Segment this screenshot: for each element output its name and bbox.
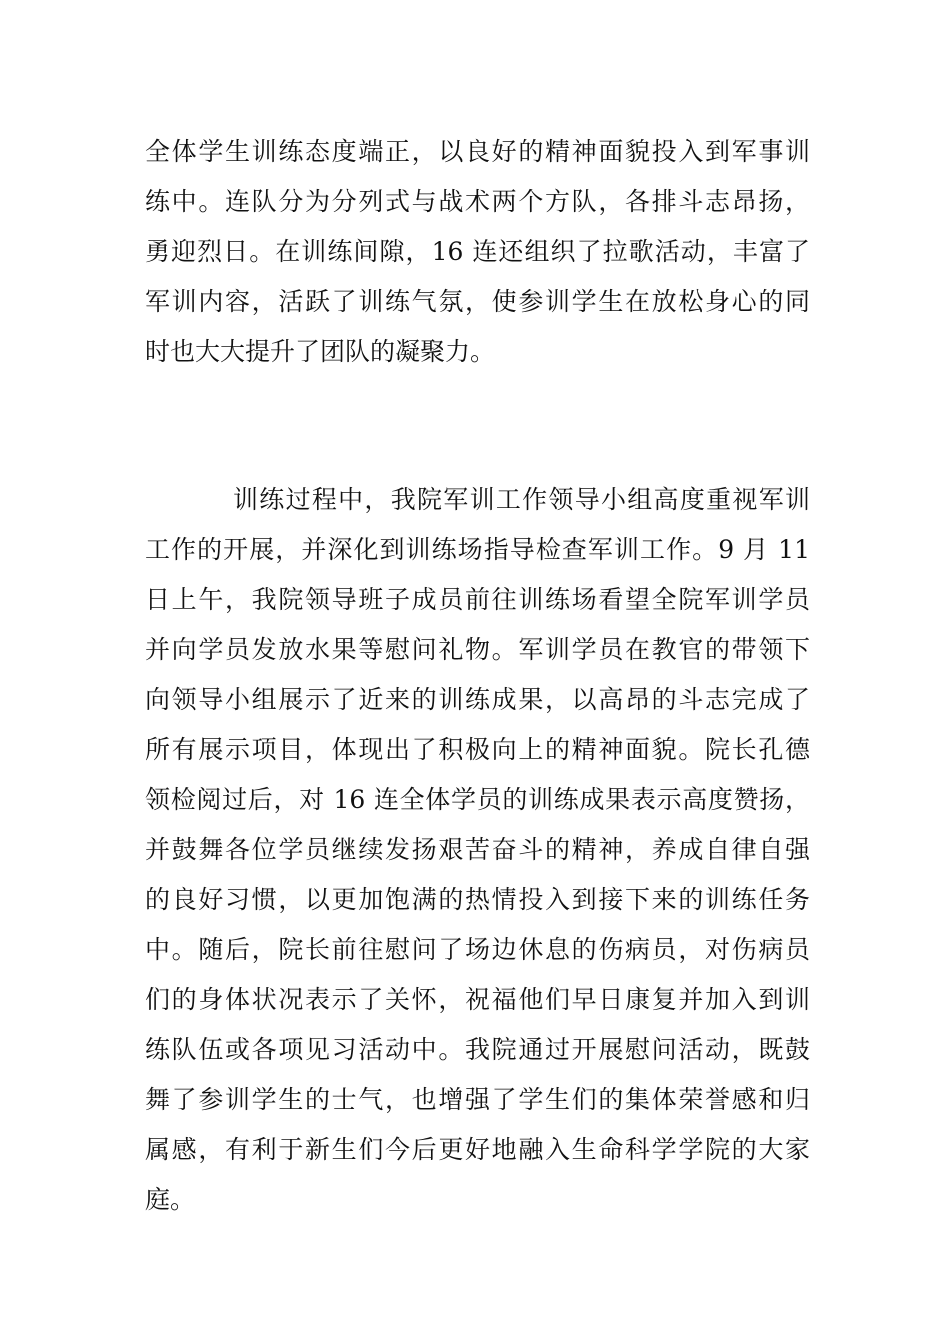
paragraph-2-line-4: 并向学员发放水果等慰问礼物。军训学员在教官的带领下: [145, 635, 810, 664]
paragraph-2-line-2: 工作的开展，并深化到训练场指导检查军训工作。9 月 11: [145, 535, 810, 564]
paragraph-2-line-14: 属感，有利于新生们今后更好地融入生命科学学院的大家: [145, 1135, 810, 1164]
paragraph-2-line-8: 并鼓舞各位学员继续发扬艰苦奋斗的精神，养成自律自强: [145, 835, 810, 864]
paragraph-2-line-1: 训练过程中，我院军训工作领导小组高度重视军训: [233, 485, 810, 514]
paragraph-2-line-9: 的良好习惯，以更加饱满的热情投入到接下来的训练任务: [145, 885, 810, 914]
paragraph-2-line-15: 庭。: [145, 1185, 196, 1214]
paragraph-2-line-12: 练队伍或各项见习活动中。我院通过开展慰问活动，既鼓: [145, 1035, 810, 1064]
paragraph-1-line-2: 练中。连队分为分列式与战术两个方队，各排斗志昂扬，: [145, 187, 810, 216]
paragraph-1-line-1: 全体学生训练态度端正，以良好的精神面貌投入到军事训: [145, 137, 810, 166]
paragraph-2-line-7: 领检阅过后，对 16 连全体学员的训练成果表示高度赞扬，: [145, 785, 810, 814]
paragraph-2-line-10: 中。随后，院长前往慰问了场边休息的伤病员，对伤病员: [145, 935, 810, 964]
paragraph-2-line-13: 舞了参训学生的士气，也增强了学生们的集体荣誉感和归: [145, 1085, 810, 1114]
paragraph-2-line-6: 所有展示项目，体现出了积极向上的精神面貌。院长孔德: [145, 735, 810, 764]
paragraph-2-line-5: 向领导小组展示了近来的训练成果，以高昂的斗志完成了: [145, 685, 810, 714]
paragraph-1-line-5: 时也大大提升了团队的凝聚力。: [145, 337, 496, 366]
paragraph-1-line-4: 军训内容，活跃了训练气氛，使参训学生在放松身心的同: [145, 287, 810, 316]
paragraph-1-line-3: 勇迎烈日。在训练间隙，16 连还组织了拉歌活动，丰富了: [145, 237, 810, 266]
paragraph-2-line-3: 日上午，我院领导班子成员前往训练场看望全院军训学员: [145, 585, 810, 614]
paragraph-2-line-11: 们的身体状况表示了关怀，祝福他们早日康复并加入到训: [145, 985, 810, 1014]
